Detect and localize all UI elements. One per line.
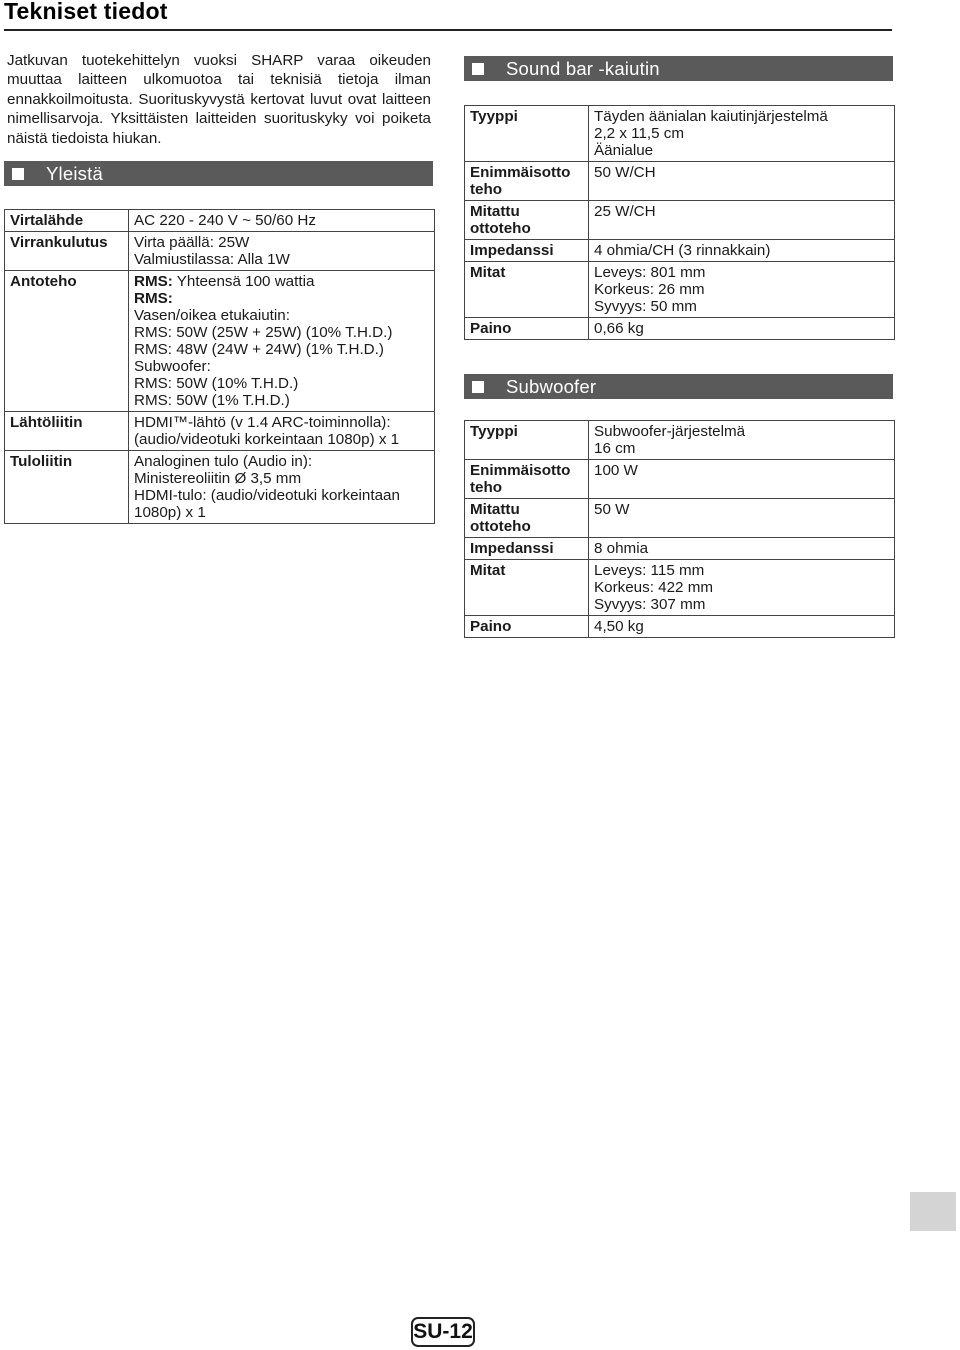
page-number: SU-12 [411, 1317, 475, 1347]
spec-row [465, 201, 895, 240]
spec-value [589, 616, 895, 638]
spec-row [465, 460, 895, 499]
spec-row [5, 451, 435, 524]
spec-value-line: Äänialue [594, 142, 654, 159]
spec-value-line: Syvyys: 307 mm [594, 596, 706, 613]
spec-value [129, 451, 435, 524]
spec-value-line: Analoginen tulo (Audio in): [134, 453, 313, 470]
spec-value-line: HDMI-tulo: (audio/videotuki korkeintaan [134, 487, 400, 504]
spec-value-line: 4,50 kg [594, 618, 644, 635]
subwoofer-spec-table [464, 420, 895, 638]
side-tab-marker [910, 1192, 956, 1231]
spec-key: Enimmäisotto teho [465, 460, 589, 499]
spec-key: Lähtöliitin [5, 412, 129, 451]
spec-value [589, 162, 895, 201]
spec-row [465, 106, 895, 162]
spec-key: Enimmäisotto teho [465, 162, 589, 201]
section-header-general [4, 161, 433, 186]
spec-value [589, 421, 895, 460]
page-title: Tekniset tiedot [4, 0, 168, 24]
spec-key: Tuloliitin [5, 451, 129, 524]
spec-value [589, 318, 895, 340]
spec-value-line: Leveys: 115 mm [594, 562, 705, 579]
spec-key: Paino [465, 616, 589, 638]
spec-value [589, 201, 895, 240]
spec-key: Mitat [465, 560, 589, 616]
spec-value-line: Subwoofer: [134, 358, 211, 375]
spec-value-line: 1080p) x 1 [134, 504, 206, 521]
spec-value [589, 240, 895, 262]
spec-value-line: 25 W/CH [594, 203, 656, 220]
section-header-soundbar [464, 56, 893, 81]
spec-key: Mitattu ottoteho [465, 201, 589, 240]
spec-value-line: RMS: Yhteensä 100 wattia [134, 273, 315, 290]
spec-value-line: Virta päällä: 25W [134, 234, 250, 251]
spec-value-line: RMS: 50W (10% T.H.D.) [134, 375, 299, 392]
spec-key: Tyyppi [465, 421, 589, 460]
spec-value [589, 262, 895, 318]
spec-value-line: 0,66 kg [594, 320, 644, 337]
section-title: Subwoofer [506, 375, 597, 397]
spec-value-line: Täyden äänialan kaiutinjärjestelmä [594, 108, 828, 125]
section-header-subwoofer [464, 374, 893, 399]
section-title: Sound bar -kaiutin [506, 57, 660, 79]
spec-value-line: Valmiustilassa: Alla 1W [134, 251, 290, 268]
spec-value-line: Syvyys: 50 mm [594, 298, 697, 315]
square-bullet-icon [472, 63, 484, 75]
spec-row [465, 560, 895, 616]
spec-value-line: 4 ohmia/CH (3 rinnakkain) [594, 242, 771, 259]
section-title: Yleistä [46, 162, 103, 184]
spec-key: Impedanssi [465, 240, 589, 262]
spec-value [129, 232, 435, 271]
spec-row [465, 262, 895, 318]
spec-value-line: Subwoofer-järjestelmä [594, 423, 746, 440]
spec-value-line: Leveys: 801 mm [594, 264, 706, 281]
spec-value-line: RMS: 50W (1% T.H.D.) [134, 392, 290, 409]
spec-value-line: Ministereoliitin Ø 3,5 mm [134, 470, 302, 487]
spec-value-line: 50 W/CH [594, 164, 656, 181]
spec-key: Mitattu ottoteho [465, 499, 589, 538]
spec-row [5, 271, 435, 412]
spec-key: Tyyppi [465, 106, 589, 162]
spec-row [465, 616, 895, 638]
spec-key: Virrankulutus [5, 232, 129, 271]
spec-row [465, 240, 895, 262]
intro-paragraph: Jatkuvan tuotekehittelyn vuoksi SHARP varaa oikeuden muuttaa laitteen ulkomuotoa tai teknisiä tietoja ilman ennakkoilmoitusta. Suorituskyvystä kertovat luvut ovat laitteen nimellisarvoja. Yksittäisten laitteiden suorituskyky voi poiketa näistä tiedoista hiukan. [7, 52, 431, 147]
spec-value-line: 2,2 x 11,5 cm [594, 125, 685, 142]
soundbar-spec-table [464, 105, 895, 340]
spec-value [129, 412, 435, 451]
square-bullet-icon [12, 168, 24, 180]
spec-row [465, 318, 895, 340]
spec-value-line: RMS: [134, 290, 173, 307]
spec-row [465, 538, 895, 560]
spec-value-line: RMS: 48W (24W + 24W) (1% T.H.D.) [134, 341, 384, 358]
spec-value-line: Korkeus: 26 mm [594, 281, 705, 298]
spec-row [5, 412, 435, 451]
spec-row [5, 232, 435, 271]
spec-row [465, 421, 895, 460]
spec-value-line: HDMI™-lähtö (v 1.4 ARC-toiminnolla): [134, 414, 391, 431]
spec-row [5, 210, 435, 232]
spec-value [589, 538, 895, 560]
spec-row [465, 162, 895, 201]
spec-value-line: AC 220 - 240 V ~ 50/60 Hz [134, 212, 316, 229]
title-divider [4, 29, 892, 31]
spec-value-line: (audio/videotuki korkeintaan 1080p) x 1 [134, 431, 400, 448]
spec-value [589, 106, 895, 162]
spec-key: Paino [465, 318, 589, 340]
spec-key: Mitat [465, 262, 589, 318]
spec-value-line: 8 ohmia [594, 540, 649, 557]
spec-value-line: Vasen/oikea etukaiutin: [134, 307, 290, 324]
spec-value [589, 499, 895, 538]
spec-value-line: 100 W [594, 462, 638, 479]
spec-value-line: Korkeus: 422 mm [594, 579, 714, 596]
spec-value-line: 50 W [594, 501, 630, 518]
spec-key: Antoteho [5, 271, 129, 412]
spec-value-line: RMS: 50W (25W + 25W) (10% T.H.D.) [134, 324, 393, 341]
spec-key: Impedanssi [465, 538, 589, 560]
spec-value [129, 210, 435, 232]
spec-value [589, 560, 895, 616]
spec-value-line: 16 cm [594, 440, 636, 457]
spec-row [465, 499, 895, 538]
general-spec-table [4, 209, 435, 524]
spec-value [589, 460, 895, 499]
spec-key: Virtalähde [5, 210, 129, 232]
spec-value [129, 271, 435, 412]
square-bullet-icon [472, 381, 484, 393]
